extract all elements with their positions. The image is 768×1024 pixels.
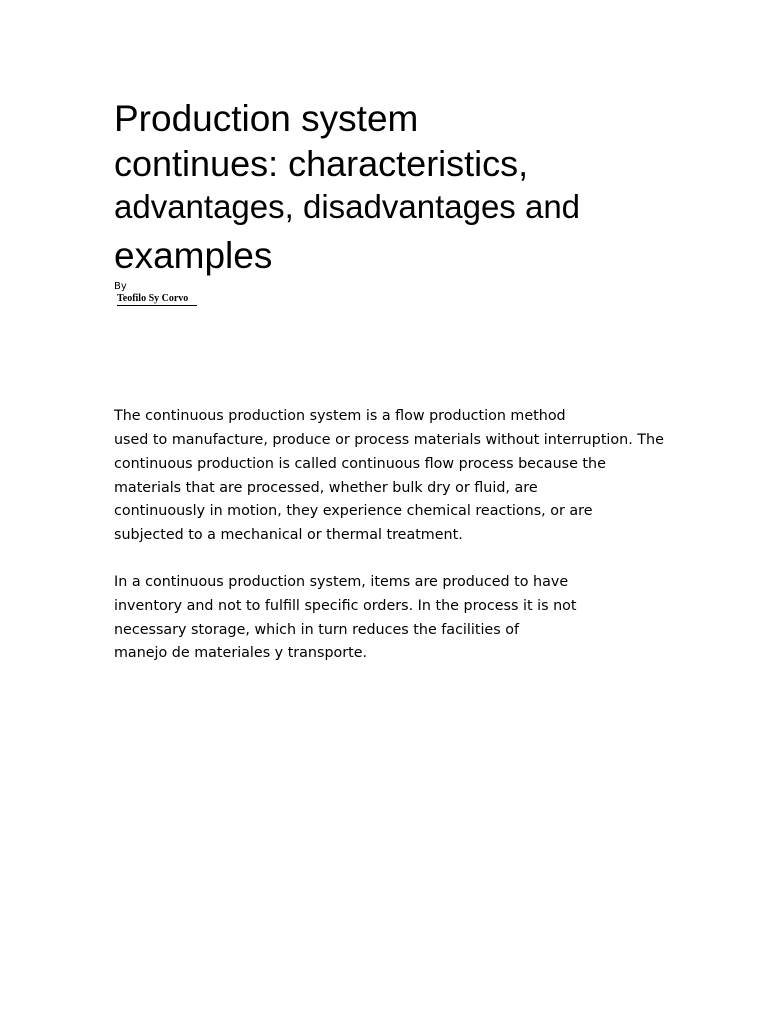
byline-label: By bbox=[114, 281, 127, 292]
title-line-1: Production system bbox=[114, 98, 419, 139]
paragraph-2-line-3: necessary storage, which in turn reduces the facilities of bbox=[114, 622, 519, 638]
paragraph-2-line-4: manejo de materiales y transporte. bbox=[114, 645, 368, 661]
paragraph-1-line-4: materials that are processed, whether bulk dry or fluid, are bbox=[114, 480, 538, 496]
paragraph-1-line-1: The continuous production system is a flow production method bbox=[114, 408, 566, 424]
paragraph-2-line-2: inventory and not to fulfill specific orders. In the process it is not bbox=[114, 598, 577, 614]
title-line-4: examples bbox=[114, 235, 273, 276]
paragraph-1-line-6: subjected to a mechanical or thermal treatment. bbox=[114, 527, 463, 543]
author-link[interactable]: Teofilo Sy Corvo bbox=[117, 294, 197, 306]
title-line-2: continues: characteristics, bbox=[114, 143, 529, 184]
title-line-3: advantages, disadvantages and bbox=[114, 188, 581, 225]
paragraph-1-line-5: continuously in motion, they experience chemical reactions, or are bbox=[114, 503, 593, 519]
paragraph-1-line-2: used to manufacture, produce or process materials without interruption. The bbox=[114, 432, 664, 448]
paragraph-1-line-3: continuous production is called continuous flow process because the bbox=[114, 456, 606, 472]
paragraph-2-line-1: In a continuous production system, items are produced to have bbox=[114, 574, 569, 590]
